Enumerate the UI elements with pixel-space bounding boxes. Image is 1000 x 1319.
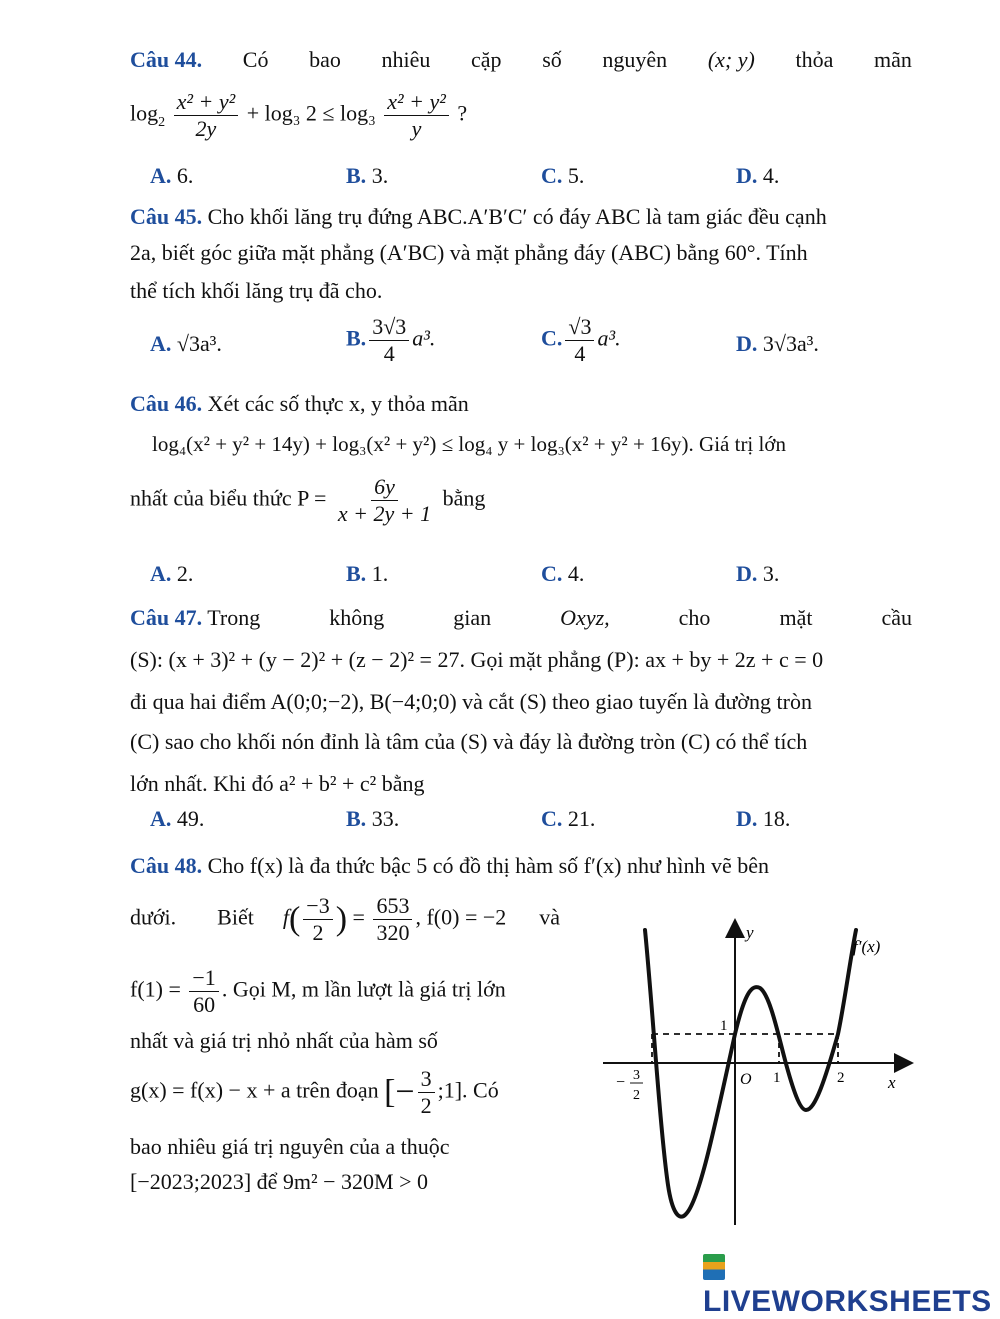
- q46-line3: [130, 474, 485, 527]
- frac-denominator: y: [411, 116, 422, 141]
- q46-label: Câu 46.: [130, 391, 203, 416]
- q45-text: thể tích khối lăng trụ đã cho.: [130, 278, 383, 303]
- q46-text: log₄(x² + y² + 14y) + log₃(x² + y²) ≤ log₄ y + log₃(x² + y² + 16y). Giá trị lớn: [152, 432, 786, 456]
- logo-icon: [703, 1254, 725, 1280]
- option-value: 18.: [762, 806, 791, 831]
- q48-text: Có: [473, 1077, 499, 1103]
- q47-word: mặt: [779, 605, 813, 630]
- q45-option-c[interactable]: [541, 314, 621, 367]
- q47-word: Oxyz,: [560, 605, 610, 630]
- frac-denominator: x + 2y + 1: [337, 501, 432, 526]
- tick-label-neg-num: 3: [633, 1068, 640, 1083]
- q48-text: =: [352, 904, 365, 930]
- q47-line4: [130, 728, 807, 756]
- q44-inequality: $\log_2$ $\frac{\text{x² + y²}}{2y}$ + log₃ 2 ≤ log₃ $\frac{\text{x² + y²}}{y}$ ?: [130, 89, 468, 141]
- option-value: 49.: [176, 806, 205, 831]
- tick-label-neg-sign: −: [616, 1074, 626, 1091]
- option-value: 5.: [567, 163, 585, 188]
- frac-numerator: x² + y²: [174, 89, 239, 116]
- frac-numerator: −1: [189, 965, 218, 992]
- q46-option-a[interactable]: [150, 560, 193, 588]
- option-value: 2.: [176, 561, 194, 586]
- q48-int-frac: [418, 1066, 435, 1119]
- option-value: a³.: [597, 325, 621, 351]
- q47-option-a[interactable]: [150, 805, 204, 833]
- q46-option-c[interactable]: [541, 560, 584, 588]
- option-value: a³.: [412, 325, 436, 351]
- frac-denominator: 2: [420, 1093, 432, 1118]
- derivative-graph: [600, 915, 920, 1235]
- option-label: A.: [150, 561, 172, 586]
- q45-line1: [130, 203, 827, 231]
- q47-label: Câu 47.: [130, 605, 203, 630]
- q48-text: dưới.: [130, 904, 177, 930]
- frac-denominator: 2y: [195, 116, 217, 141]
- q48-line1: [130, 852, 769, 880]
- liveworksheets-logo[interactable]: [703, 1251, 1000, 1319]
- frac-numerator: 3√3: [369, 314, 409, 341]
- frac-numerator: 6y: [371, 474, 398, 501]
- q47-word: cầu: [881, 605, 912, 630]
- q47-word: cho: [678, 605, 711, 630]
- option-value: 3.: [371, 163, 389, 188]
- q48-arg-frac: [303, 893, 332, 946]
- q45-text: 2a, biết góc giữa mặt phẳng (A′BC) và mặt phẳng đáy (ABC) bằng 60°. Tính: [130, 240, 808, 265]
- option-value: 21.: [567, 806, 596, 831]
- option-fraction: [565, 314, 594, 367]
- option-value: 3√3a³.: [762, 331, 819, 356]
- frac-denominator: 4: [574, 341, 586, 366]
- q46-line2: [152, 430, 786, 458]
- frac-denominator: 60: [193, 992, 216, 1017]
- q48-line5: [130, 1066, 499, 1119]
- q48-text: Biết: [217, 904, 254, 930]
- option-value: 1.: [371, 561, 389, 586]
- frac-numerator: −3: [303, 893, 332, 920]
- option-label: A.: [150, 806, 172, 831]
- tick-label-x-two: 2: [837, 1070, 845, 1086]
- q44-option-d[interactable]: [736, 162, 779, 190]
- frac-numerator: 653: [373, 893, 412, 920]
- q44-option-c[interactable]: [541, 162, 584, 190]
- q48-text: [−2023;2023] để 9m² − 320M > 0: [130, 1169, 429, 1194]
- option-value: 33.: [371, 806, 400, 831]
- logo-text: LIVEWORKSHEETS: [703, 1285, 992, 1318]
- y-axis-label: y: [746, 923, 754, 942]
- frac-denominator: 4: [383, 341, 395, 366]
- q48-line4: [130, 1027, 438, 1055]
- q44-word: số: [542, 47, 562, 72]
- option-label: D.: [736, 806, 758, 831]
- option-label: B.: [346, 806, 367, 831]
- q45-line3: [130, 277, 382, 305]
- q48-text: f(1) =: [130, 976, 181, 1002]
- q47-text: (S): (x + 3)² + (y − 2)² + (z − 2)² = 27. Gọi mặt phẳng (P): ax + by + 2z + c = 0: [130, 647, 824, 672]
- q48-text: g(x) = f(x) − x + a trên đoạn: [130, 1077, 379, 1103]
- q47-line3: [130, 688, 812, 716]
- q48-line7: [130, 1168, 428, 1196]
- q48-line2: dưới. Biết f( $\frac{-3}{2}$ ) = $\frac{653}{320}$ , f(0) = −2 và: [130, 893, 561, 945]
- q48-text: bao nhiêu giá trị nguyên của a thuộc: [130, 1134, 450, 1159]
- option-label: D.: [736, 331, 758, 356]
- q46-text: bằng: [442, 485, 486, 511]
- q48-f1-frac: [189, 965, 218, 1018]
- q47-option-b[interactable]: [346, 805, 399, 833]
- q44-word: Có: [242, 47, 269, 72]
- q48-text: ;1].: [437, 1077, 468, 1103]
- q45-option-b[interactable]: [346, 314, 435, 367]
- q48-text: , f(0) = −2: [415, 904, 507, 930]
- q46-text: nhất của biểu thức P =: [130, 485, 327, 511]
- option-label: C.: [541, 325, 563, 351]
- q48-line3: [130, 965, 506, 1018]
- q44-word: cặp: [471, 47, 502, 72]
- q45-option-d[interactable]: [736, 330, 819, 358]
- q46-text: Xét các số thực x, y thỏa mãn: [207, 391, 469, 416]
- frac-numerator: √3: [565, 314, 594, 341]
- q48-text: f: [282, 904, 289, 930]
- q47-word: Trong: [207, 605, 261, 630]
- q46-option-d[interactable]: [736, 560, 779, 588]
- q48-line6: [130, 1133, 450, 1161]
- option-label: C.: [541, 806, 563, 831]
- frac-numerator: x² + y²: [384, 89, 449, 116]
- q44-option-a[interactable]: [150, 162, 193, 190]
- tick-label-x-one: 1: [773, 1070, 781, 1086]
- option-label: D.: [736, 163, 758, 188]
- q46-line1: [130, 390, 469, 418]
- frac-denominator: 320: [376, 920, 410, 945]
- option-label: B.: [346, 163, 367, 188]
- tick-label-neg-den: 2: [633, 1088, 640, 1103]
- option-label: A.: [150, 331, 172, 356]
- q47-text: đi qua hai điểm A(0;0;−2), B(−4;0;0) và cắt (S) theo giao tuyến là đường tròn: [130, 689, 812, 714]
- q44-line1: [130, 46, 912, 74]
- option-value: 3.: [762, 561, 780, 586]
- x-axis-label: x: [888, 1073, 896, 1092]
- option-label: A.: [150, 163, 172, 188]
- q47-word: không: [329, 605, 385, 630]
- q44-word: (x; y): [707, 47, 755, 72]
- q46-option-b[interactable]: [346, 560, 388, 588]
- q46-frac: [335, 474, 434, 527]
- tick-label-y-one: 1: [720, 1018, 728, 1034]
- q44-mid: + log₃ 2 ≤ log₃: [246, 100, 376, 126]
- q45-line2: [130, 239, 808, 267]
- q44-word: thỏa: [795, 47, 834, 72]
- q47-text: (C) sao cho khối nón đỉnh là tâm của (S) và đáy là đường tròn (C) có thể tích: [130, 729, 808, 754]
- q48-text: [−: [384, 1073, 415, 1111]
- option-value: 4.: [567, 561, 585, 586]
- q47-line2: [130, 646, 823, 674]
- option-value: 6.: [176, 163, 194, 188]
- option-value: √3a³.: [176, 331, 222, 356]
- q47-text: lớn nhất. Khi đó a² + b² + c² bằng: [130, 771, 425, 796]
- q47-word: gian: [453, 605, 492, 630]
- q47-line5: [130, 770, 425, 798]
- q45-option-a[interactable]: [150, 330, 222, 358]
- q44-option-b[interactable]: [346, 162, 388, 190]
- frac-numerator: 3: [418, 1066, 435, 1093]
- q44-frac2: [384, 89, 449, 142]
- q48-text: . Gọi M, m lần lượt là giá trị lớn: [221, 976, 506, 1002]
- q44-word: nguyên: [602, 47, 668, 72]
- q48-text: và: [539, 904, 561, 930]
- option-value: 4.: [762, 163, 780, 188]
- option-label: C.: [541, 561, 563, 586]
- option-fraction: [369, 314, 409, 367]
- option-label: B.: [346, 325, 367, 351]
- q47-option-c[interactable]: [541, 805, 595, 833]
- q45-text: Cho khối lăng trụ đứng ABC.A′B′C′ có đáy ABC là tam giác đều cạnh: [207, 204, 827, 229]
- q44-frac1: [174, 89, 239, 142]
- q47-option-d[interactable]: [736, 805, 790, 833]
- q44-word: bao: [309, 47, 341, 72]
- q48-label: Câu 48.: [130, 853, 203, 878]
- option-label: D.: [736, 561, 758, 586]
- log-text: log: [130, 100, 159, 126]
- q47-line1: [130, 604, 912, 632]
- option-label: B.: [346, 561, 367, 586]
- q45-label: Câu 45.: [130, 204, 203, 229]
- function-label: f′(x): [853, 937, 881, 956]
- q48-val-frac: [373, 893, 412, 946]
- q44-word: mãn: [874, 47, 912, 72]
- q44-qmark: ?: [457, 100, 468, 126]
- q48-text: nhất và giá trị nhỏ nhất của hàm số: [130, 1028, 438, 1053]
- q44-word: nhiêu: [381, 47, 431, 72]
- q48-text: Cho f(x) là đa thức bậc 5 có đồ thị hàm số f′(x) như hình vẽ bên: [207, 853, 770, 878]
- q44-label: Câu 44.: [130, 47, 203, 72]
- option-label: C.: [541, 163, 563, 188]
- origin-label: O: [740, 1071, 752, 1088]
- frac-denominator: 2: [312, 920, 324, 945]
